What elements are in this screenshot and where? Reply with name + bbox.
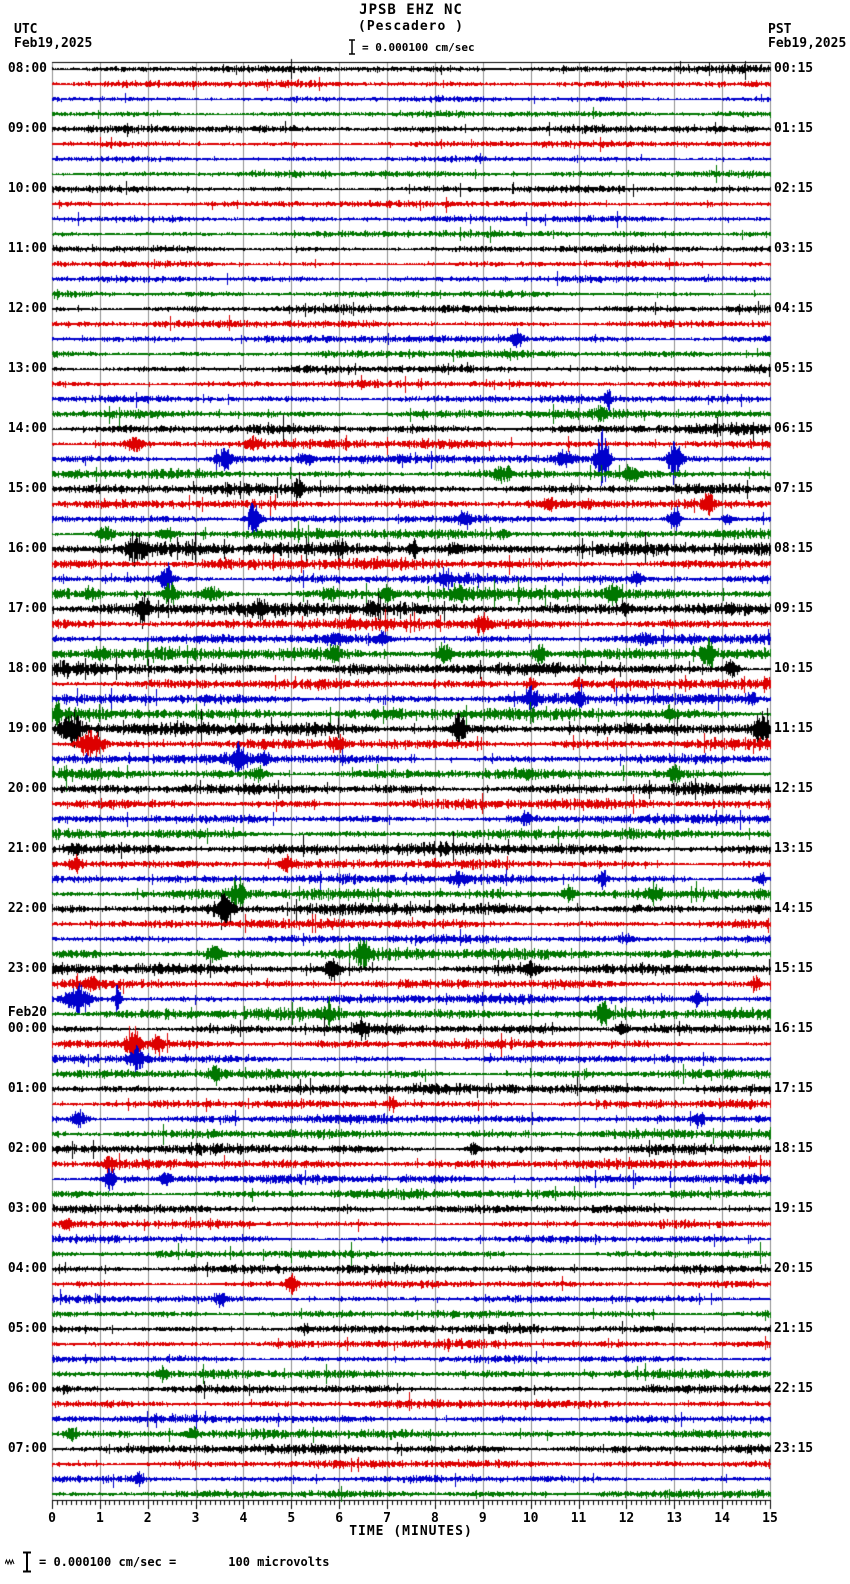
x-tick-label: 14 (714, 1511, 730, 1526)
pst-hour-label: 09:15 (774, 601, 814, 616)
footer-scale-text: = 0.000100 cm/sec = (39, 1555, 177, 1569)
x-tick-label: 8 (431, 1511, 439, 1526)
utc-hour-label: 04:00 (7, 1261, 47, 1276)
utc-hour-label: 11:00 (7, 241, 47, 256)
footer-microvolts-text: 100 microvolts (228, 1555, 330, 1569)
footer-scale-note (5, 1551, 329, 1573)
pst-hour-label: 06:15 (774, 421, 814, 436)
x-tick-label: 5 (287, 1511, 296, 1526)
x-tick-label: 9 (478, 1511, 487, 1526)
pst-hour-label: 07:15 (774, 481, 814, 496)
pst-hour-label: 15:15 (774, 961, 814, 976)
pst-hour-label: 14:15 (774, 901, 814, 916)
scale-bar-icon (348, 39, 356, 55)
scale-bar-icon (22, 1551, 32, 1573)
utc-hour-label: 10:00 (7, 181, 47, 196)
x-tick-label: 6 (335, 1511, 344, 1526)
scale-label: = 0.000100 cm/sec (362, 40, 475, 54)
pst-hour-label: 04:15 (774, 301, 814, 316)
x-tick-label: 10 (522, 1511, 539, 1526)
utc-hour-label: 16:00 (7, 541, 47, 556)
pst-hour-label: 23:15 (774, 1441, 814, 1456)
pst-hour-label: 21:15 (774, 1321, 814, 1336)
right-timezone-label: PST (768, 22, 792, 37)
x-tick-label: 7 (383, 1511, 391, 1526)
utc-hour-label: 23:00 (7, 961, 47, 976)
tiny-wave-icon (5, 1558, 15, 1566)
left-date-label: Feb19,2025 (14, 36, 93, 51)
station-title: JPSB EHZ NC (359, 2, 463, 18)
x-tick-label: 12 (618, 1511, 635, 1526)
amplitude-scale (348, 39, 475, 55)
pst-hour-label: 19:15 (774, 1201, 814, 1216)
utc-hour-label: 03:00 (7, 1201, 47, 1216)
pst-hour-label: 18:15 (774, 1141, 814, 1156)
x-axis-title: TIME (MINUTES) (349, 1524, 473, 1539)
x-tick-label: 13 (666, 1511, 683, 1526)
pst-hour-label: 16:15 (774, 1021, 814, 1036)
pst-hour-label: 03:15 (774, 241, 814, 256)
day-break-label: Feb20 (7, 1005, 47, 1020)
pst-hour-label: 12:15 (774, 781, 814, 796)
utc-hour-label: 01:00 (7, 1081, 47, 1096)
utc-hour-label: 13:00 (7, 361, 47, 376)
utc-hour-label: 08:00 (7, 61, 47, 76)
utc-hour-label: 21:00 (7, 841, 47, 856)
x-tick-label: 2 (143, 1511, 152, 1526)
utc-hour-label: 07:00 (7, 1441, 47, 1456)
pst-hour-label: 11:15 (774, 721, 814, 736)
pst-hour-label: 08:15 (774, 541, 814, 556)
x-tick-label: 0 (48, 1511, 56, 1526)
utc-hour-label: 05:00 (7, 1321, 47, 1336)
utc-hour-label: 18:00 (7, 661, 47, 676)
utc-hour-label: 15:00 (7, 481, 47, 496)
left-timezone-label: UTC (14, 22, 38, 37)
utc-hour-label: 06:00 (7, 1381, 47, 1396)
x-tick-label: 3 (191, 1511, 200, 1526)
utc-hour-label: 02:00 (7, 1141, 47, 1156)
utc-hour-label: 14:00 (7, 421, 47, 436)
pst-hour-label: 10:15 (774, 661, 814, 676)
x-tick-label: 11 (570, 1511, 587, 1526)
utc-hour-label: 12:00 (7, 301, 47, 316)
utc-hour-label: 20:00 (7, 781, 47, 796)
pst-hour-label: 00:15 (774, 61, 814, 76)
utc-hour-label: 00:00 (7, 1021, 47, 1036)
utc-hour-label: 22:00 (7, 901, 47, 916)
utc-hour-label: 17:00 (7, 601, 47, 616)
pst-hour-label: 13:15 (774, 841, 814, 856)
x-tick-label: 15 (762, 1511, 778, 1526)
pst-hour-label: 01:15 (774, 121, 814, 136)
station-location: (Pescadero ) (358, 19, 464, 34)
pst-hour-label: 22:15 (774, 1381, 814, 1396)
x-tick-label: 4 (239, 1511, 248, 1526)
x-tick-label: 1 (95, 1511, 104, 1526)
right-date-label: Feb19,2025 (768, 36, 847, 51)
utc-hour-label: 19:00 (7, 721, 47, 736)
pst-hour-label: 17:15 (774, 1081, 814, 1096)
utc-hour-label: 09:00 (7, 121, 47, 136)
pst-hour-label: 02:15 (774, 181, 814, 196)
pst-hour-label: 20:15 (774, 1261, 814, 1276)
pst-hour-label: 05:15 (774, 361, 814, 376)
